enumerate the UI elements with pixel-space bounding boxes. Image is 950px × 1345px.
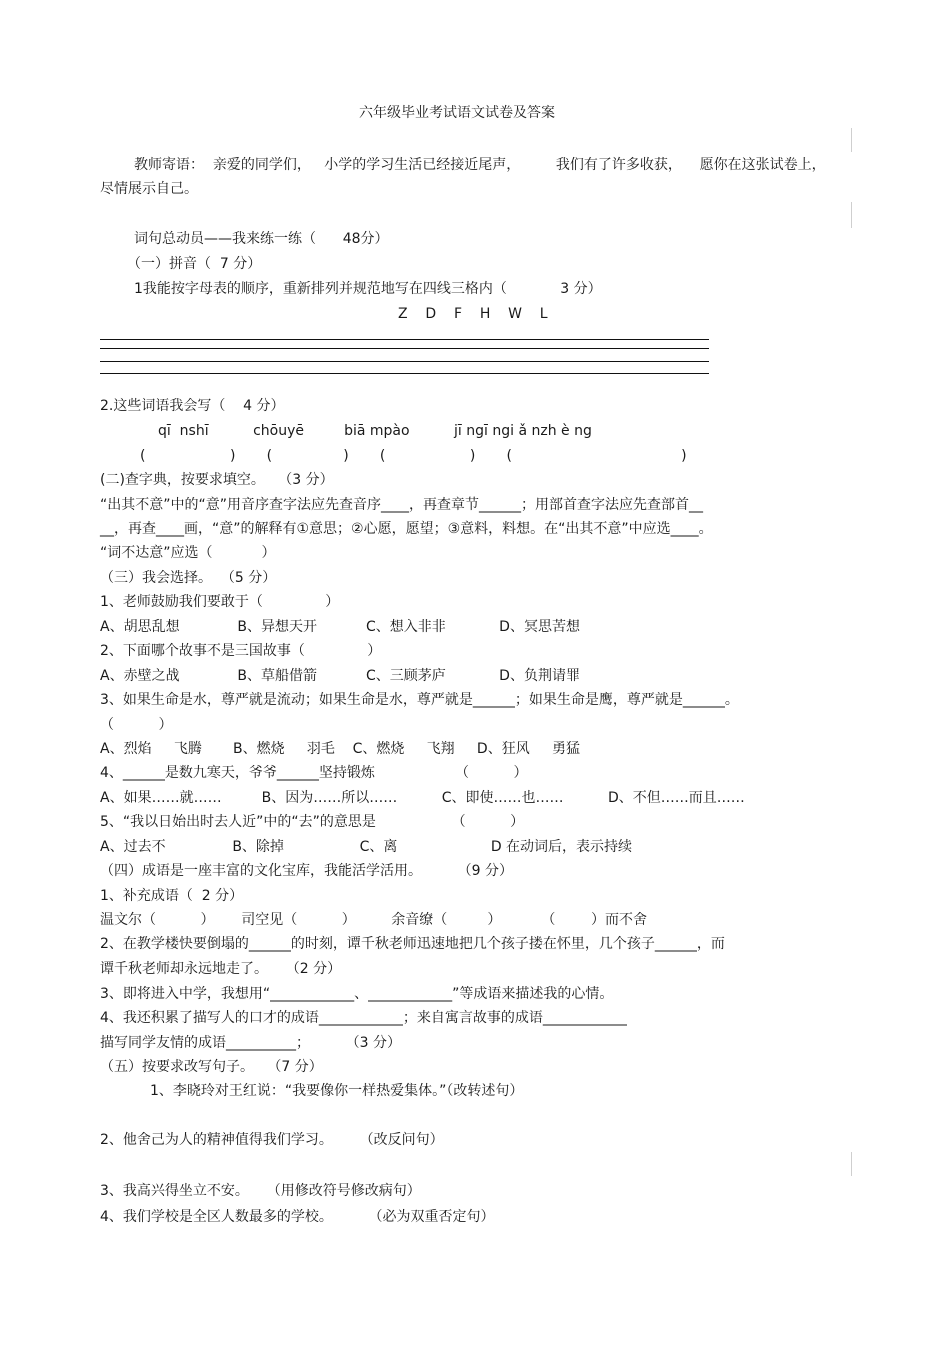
part3-line: 2、下面哪个故事不是三国故事（ ） xyxy=(100,643,382,659)
writing-grid-line xyxy=(100,348,709,349)
part4-line: 3、即将进入中学，我想用“____________、____________”等成语来描述我的心情。 xyxy=(100,986,614,1002)
answer-brackets: ( ) ( ) ( ) ( ) xyxy=(140,448,687,464)
section-header: 词句总动员——我来练一练（ 48分） xyxy=(134,231,389,247)
part2-line-2: __，再查____画，“意”的解释有①意思；②心愿，愿望；③意料，料想。在“出其不意”中应选____。 xyxy=(100,521,713,537)
part3-line: A、如果……就…… B、因为……所以…… C、即使……也…… D、不但……而且…… xyxy=(100,790,745,806)
part3-line: （ ） xyxy=(100,717,173,733)
part4-heading: （四）成语是一座丰富的文化宝库，我能活学活用。 （9 分） xyxy=(100,863,513,879)
part4-line: 谭千秋老师却永远地走了。 （2 分） xyxy=(100,961,342,977)
scan-edge-mark xyxy=(851,128,852,152)
page-title: 六年级毕业考试语文试卷及答案 xyxy=(359,105,555,121)
part3-line: 5、“我以日始出时去人近”中的“去”的意思是 （ ） xyxy=(100,814,525,830)
part5-q2: 2、他舍己为人的精神值得我们学习。 （改反问句） xyxy=(100,1132,444,1148)
part4-line: 2、在教学楼快要倒塌的______的时刻，谭千秋老师迅速地把几个孩子搂在怀里，几个孩子______，而 xyxy=(100,936,725,952)
writing-grid-line xyxy=(100,339,709,340)
part3-heading: （三）我会选择。 （5 分） xyxy=(100,570,277,586)
part3-line: A、赤壁之战 B、草船借箭 C、三顾茅庐 D、负荆请罪 xyxy=(100,668,580,684)
part3-line: A、烈焰 飞腾 B、燃烧 羽毛 C、燃烧 飞翔 D、狂风 勇猛 xyxy=(100,741,580,757)
part2-line-3: “词不达意”应选（ ） xyxy=(100,545,276,561)
scan-edge-mark xyxy=(851,1152,852,1176)
part5-q4: 4、我们学校是全区人数最多的学校。 （必为双重否定句） xyxy=(100,1209,495,1225)
part1-q1: 1我能按字母表的顺序，重新排列并规范地写在四线三格内（ 3 分） xyxy=(134,281,602,297)
intro-line-2: 尽情展示自己。 xyxy=(100,181,198,197)
pinyin-words: qī nshī chōuyē biā mpào jī ngī ngi ǎ nzh è ng xyxy=(158,423,592,439)
writing-grid-line xyxy=(100,361,709,362)
intro-line-1: 教师寄语： 亲爱的同学们， 小学的学习生活已经接近尾声， 我们有了许多收获， 愿你在这张试卷上， xyxy=(134,157,826,173)
part4-line: 1、补充成语（ 2 分） xyxy=(100,888,244,904)
part3-line: 4、______是数九寒天，爷爷______坚持锻炼 （ ） xyxy=(100,765,528,781)
writing-grid-line xyxy=(100,373,709,374)
letters-to-sort: Z D F H W L xyxy=(398,306,548,322)
part2-line-1: “出其不意”中的“意”用音序查字法应先查音序____，再查章节______；用部首查字法应先查部首__ xyxy=(100,497,704,513)
part4-line: 描写同学友情的成语__________； （3 分） xyxy=(100,1035,401,1051)
part5-q1: 1、李晓玲对王红说：“我要像你一样热爱集体。”（改转述句） xyxy=(150,1083,524,1099)
part3-line: A、胡思乱想 B、异想天开 C、想入非非 D、冥思苦想 xyxy=(100,619,580,635)
part3-line: A、过去不 B、除掉 C、离 D 在动词后，表示持续 xyxy=(100,839,633,855)
part3-line: 3、如果生命是水，尊严就是流动；如果生命是水，尊严就是______；如果生命是鹰，尊严就是______。 xyxy=(100,692,739,708)
part4-line: 4、我还积累了描写人的口才的成语____________；来自寓言故事的成语____________ xyxy=(100,1010,627,1026)
part3-line: 1、老师鼓励我们要敢于（ ） xyxy=(100,594,340,610)
part1-heading: （一）拼音（ 7 分） xyxy=(127,256,262,272)
part5-q3: 3、我高兴得坐立不安。 （用修改符号修改病句） xyxy=(100,1183,421,1199)
part2-heading: (二)查字典，按要求填空。 （3 分） xyxy=(100,472,334,488)
scan-edge-mark xyxy=(851,202,852,228)
part5-heading: （五）按要求改写句子。 （7 分） xyxy=(100,1059,323,1075)
part1-q2: 2.这些词语我会写（ 4 分） xyxy=(100,398,285,414)
part4-line: 温文尔（ ） 司空见（ ） 余音缭（ ） （ ）而不舍 xyxy=(100,912,648,928)
